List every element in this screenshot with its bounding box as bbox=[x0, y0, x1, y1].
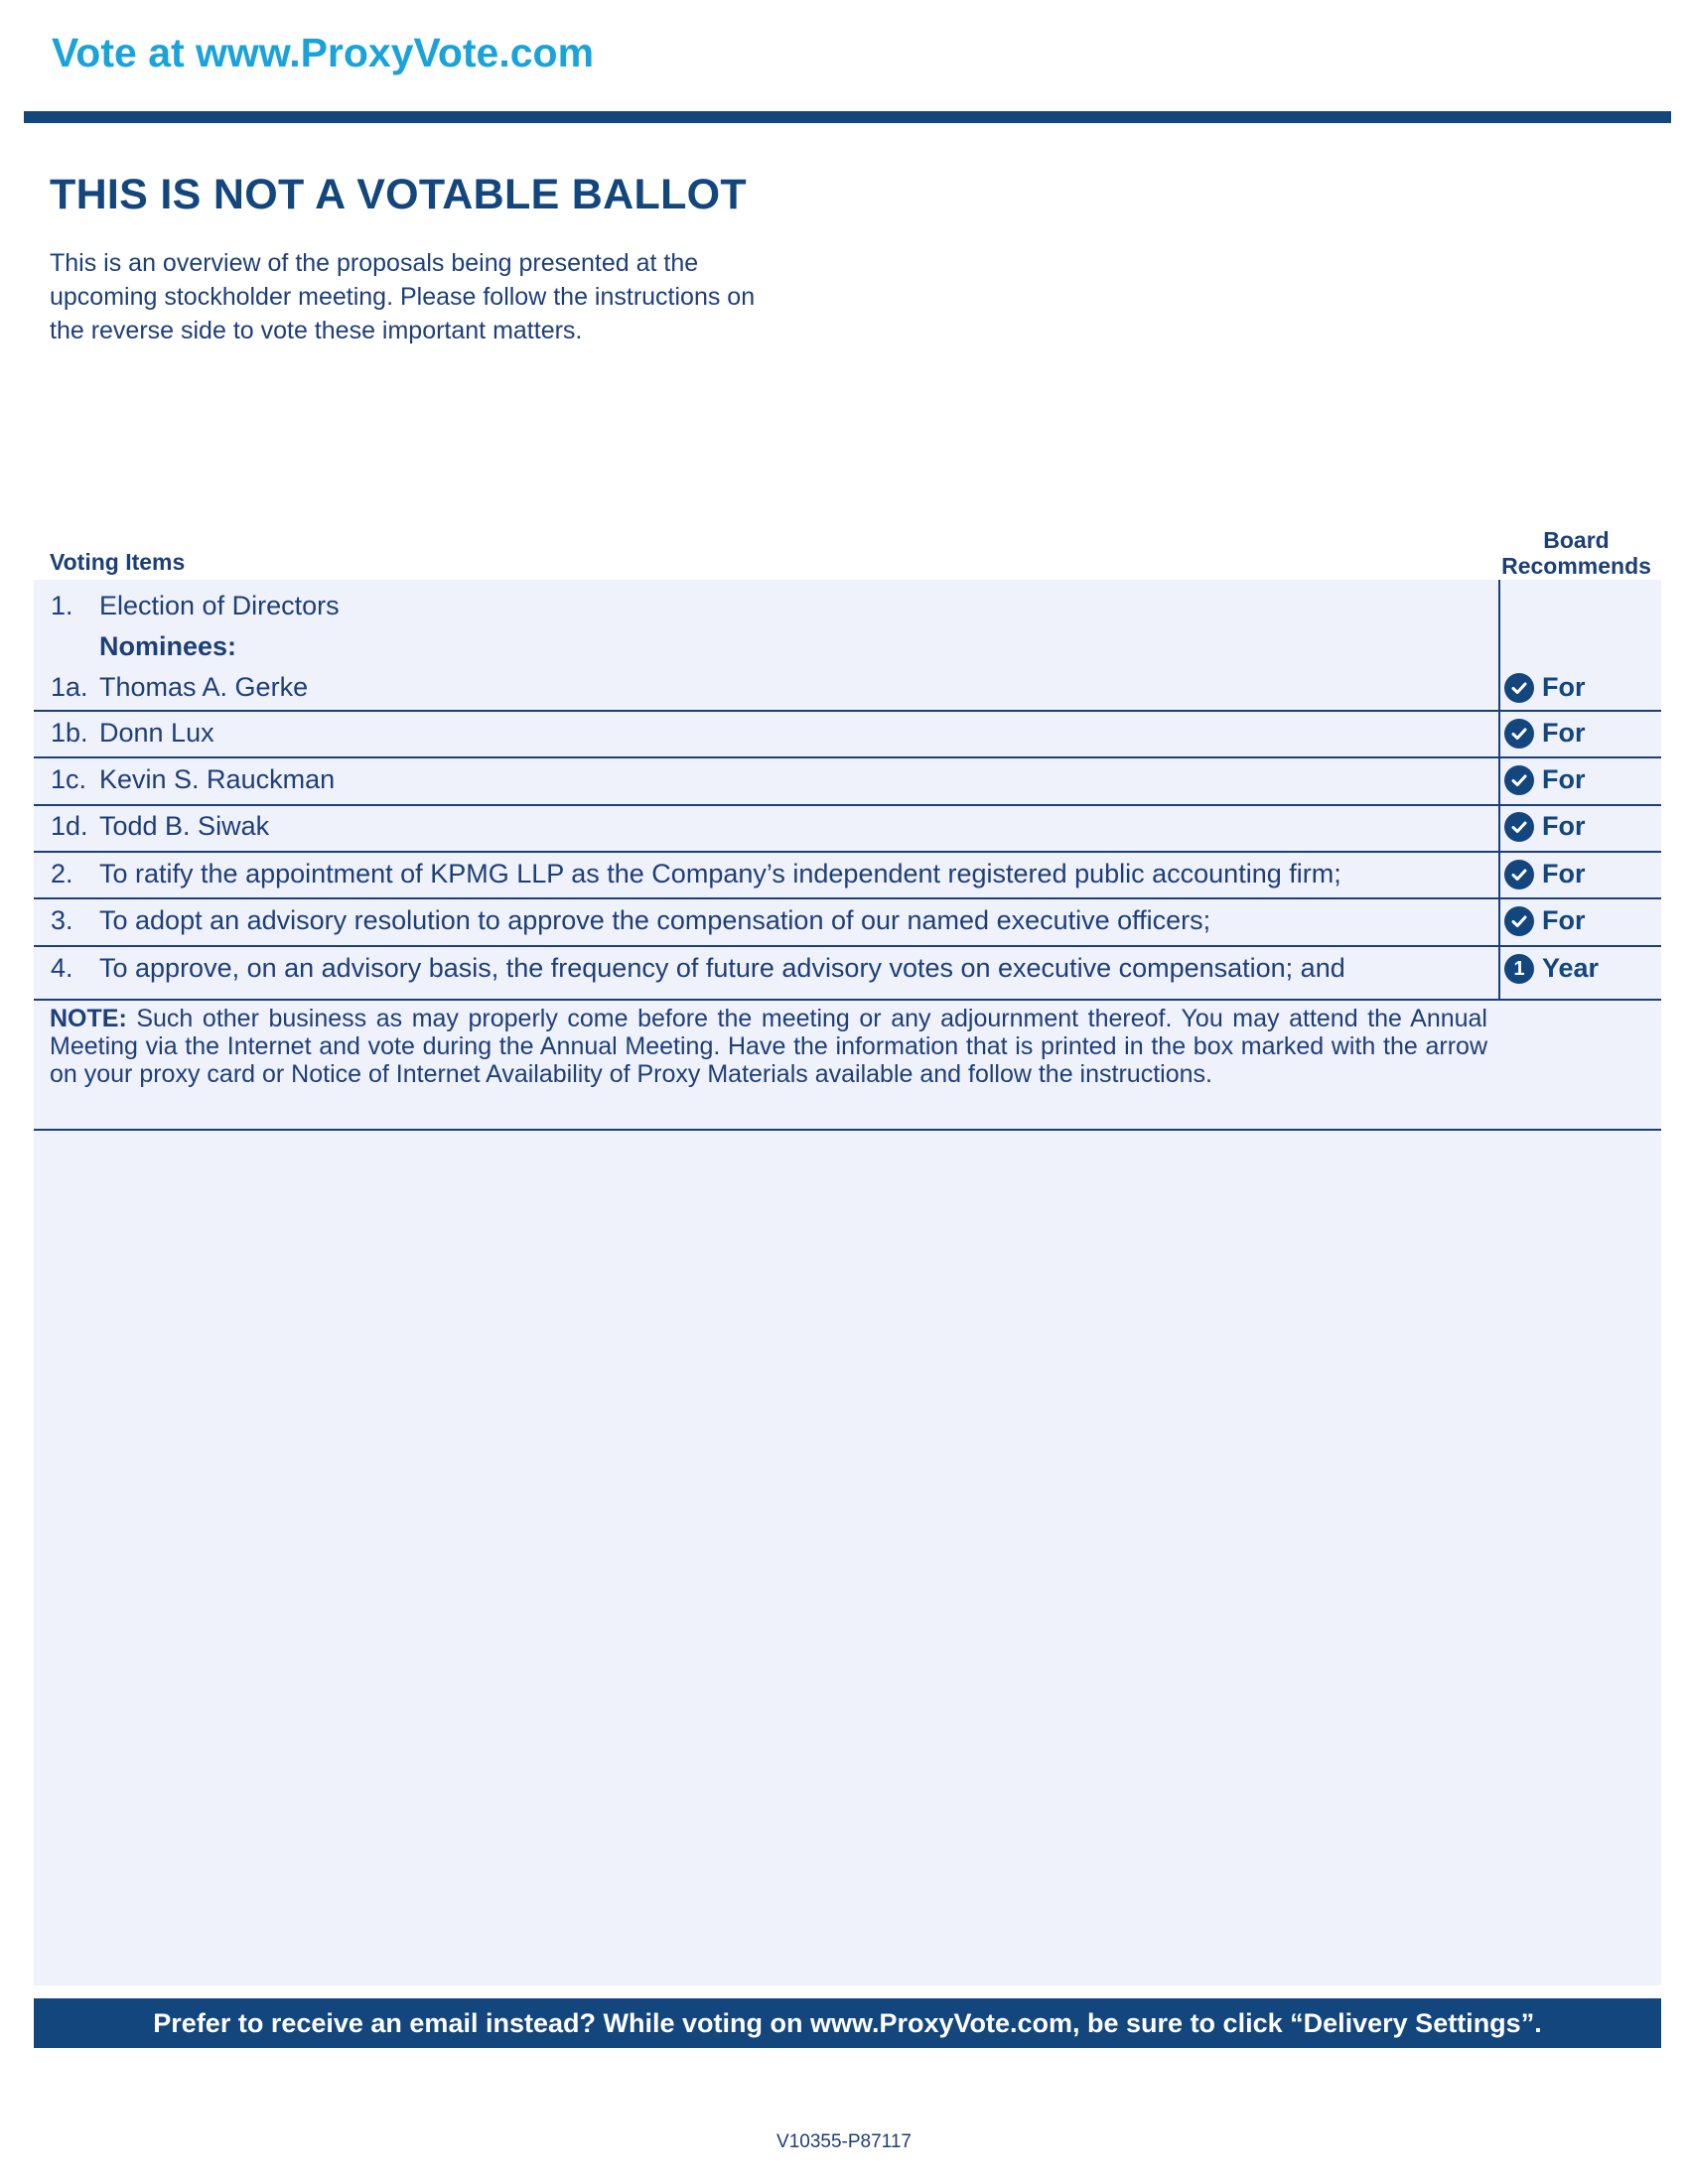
recommendation-text: For bbox=[1542, 764, 1586, 794]
intro-paragraph bbox=[50, 246, 844, 347]
row-1b-number: 1b. bbox=[51, 718, 88, 748]
check-circle-icon bbox=[1504, 906, 1534, 936]
job-code: V10355-P87117 bbox=[776, 2131, 912, 2152]
recommendation-text: Year bbox=[1542, 953, 1600, 983]
row-divider bbox=[34, 710, 1661, 712]
number-one-circle-icon bbox=[1504, 954, 1534, 984]
recommendation-column-divider bbox=[1498, 580, 1500, 1001]
row-1a-recommendation bbox=[1504, 672, 1586, 703]
board-recommends-header bbox=[1494, 527, 1658, 579]
row-2-recommendation bbox=[1504, 859, 1586, 889]
proxyvote-url-heading: Vote at www.ProxyVote.com bbox=[52, 30, 595, 75]
voting-items-header: Voting Items bbox=[50, 549, 186, 575]
row-4-number: 4. bbox=[51, 953, 73, 983]
row-3-recommendation bbox=[1504, 905, 1586, 936]
row-1c-label: Kevin S. Rauckman bbox=[99, 764, 336, 794]
intro-line-2: upcoming stockholder meeting. Please follow the instructions on bbox=[50, 283, 756, 311]
row-3-number: 3. bbox=[51, 905, 73, 935]
note-divider bbox=[34, 1129, 1661, 1131]
note-label: NOTE: bbox=[50, 1005, 127, 1032]
recommendation-text: For bbox=[1542, 859, 1586, 888]
check-circle-icon bbox=[1504, 765, 1534, 795]
delivery-settings-banner: Prefer to receive an email instead? While voting on www.ProxyVote.com, be sure to click “Delivery Settings”. bbox=[34, 1998, 1661, 2048]
check-circle-icon bbox=[1504, 673, 1534, 703]
check-circle-icon bbox=[1504, 812, 1534, 842]
row-4-label: To approve, on an advisory basis, the frequency of future advisory votes on executive compensation; and bbox=[99, 953, 1345, 983]
row-1a-label: Thomas A. Gerke bbox=[99, 672, 309, 702]
recommendation-text: For bbox=[1542, 905, 1586, 935]
page-title: THIS IS NOT A VOTABLE BALLOT bbox=[50, 171, 747, 218]
row-divider bbox=[34, 804, 1661, 806]
row-divider bbox=[34, 945, 1661, 947]
row-divider bbox=[34, 897, 1661, 899]
row-1a-number: 1a. bbox=[51, 672, 88, 702]
row-divider bbox=[34, 756, 1661, 758]
check-circle-icon bbox=[1504, 719, 1534, 749]
row-divider bbox=[34, 851, 1661, 853]
check-circle-icon bbox=[1504, 860, 1534, 889]
recommendation-text: For bbox=[1542, 672, 1586, 702]
badge-number: 1 bbox=[1513, 957, 1525, 980]
row-4-recommendation bbox=[1504, 953, 1599, 984]
recommendation-text: For bbox=[1542, 811, 1586, 841]
recommendation-text: For bbox=[1542, 718, 1586, 748]
row-1c-recommendation bbox=[1504, 764, 1586, 795]
nominees-label: Nominees: bbox=[99, 631, 237, 661]
row-1b-recommendation bbox=[1504, 718, 1586, 749]
row-1d-label: Todd B. Siwak bbox=[99, 811, 270, 841]
board-header-line-2: Recommends bbox=[1501, 553, 1651, 579]
item-1-label: Election of Directors bbox=[99, 591, 340, 620]
row-1b-label: Donn Lux bbox=[99, 718, 214, 748]
intro-line-1: This is an overview of the proposals being presented at the bbox=[50, 249, 699, 277]
row-2-label: To ratify the appointment of KPMG LLP as the Company’s independent registered public accounting firm; bbox=[99, 859, 1341, 888]
note-paragraph bbox=[50, 1005, 1487, 1088]
header-rule bbox=[24, 111, 1671, 123]
board-header-line-1: Board bbox=[1543, 527, 1610, 553]
note-text: Such other business as may properly come before the meeting or any adjournment thereof. You may attend the Annual Meeting via the Internet and vote during the Annual Meeting. Have the information that is printed in the box marked with the arrow on your proxy card or Notice of Internet Availability of Proxy Materials available and follow the instructions. bbox=[50, 1005, 1487, 1088]
intro-line-3: the reverse side to vote these important matters. bbox=[50, 317, 583, 344]
row-1d-recommendation bbox=[1504, 811, 1586, 842]
row-1c-number: 1c. bbox=[51, 764, 87, 794]
row-2-number: 2. bbox=[51, 859, 73, 888]
row-1d-number: 1d. bbox=[51, 811, 88, 841]
item-1-number: 1. bbox=[51, 591, 73, 620]
row-divider bbox=[34, 999, 1661, 1001]
row-3-label: To adopt an advisory resolution to approve the compensation of our named executive officers; bbox=[99, 905, 1211, 935]
